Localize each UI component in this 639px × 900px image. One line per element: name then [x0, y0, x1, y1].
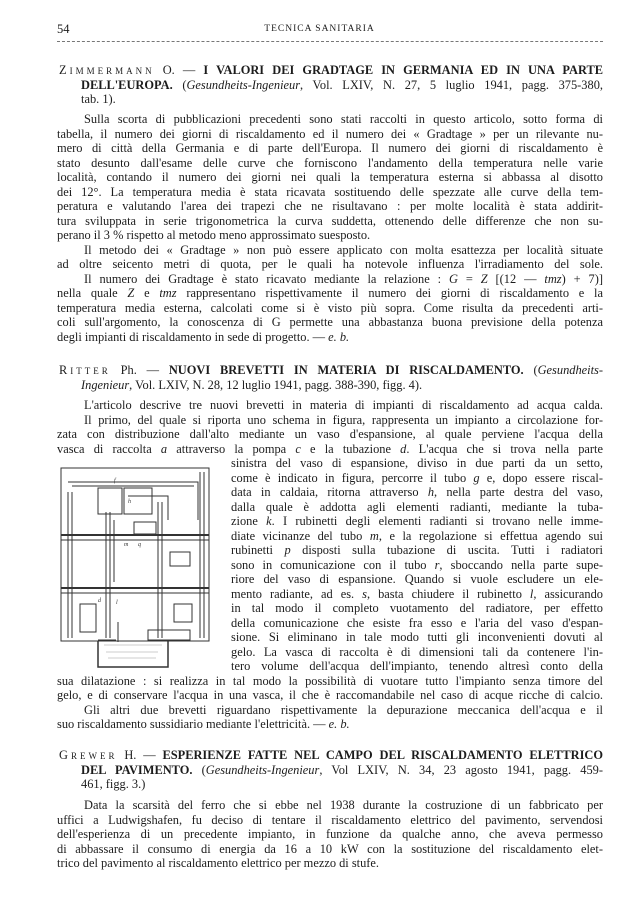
italic-text: Z: [127, 286, 135, 300]
article-heading-line: [81, 92, 116, 106]
italic-text: c: [295, 441, 301, 456]
italic-text: g: [473, 470, 480, 485]
text-segment: [(12 —: [487, 271, 545, 286]
article-heading-line: [81, 763, 603, 777]
text-segment: come è indicato in figura, percorre il tubo: [231, 470, 474, 485]
author-name: Ritter: [59, 363, 111, 377]
body-text-line: perano il 3 % rispetto al metodo meno approssimato suesposto.: [57, 228, 371, 242]
italic-text: Ingenieur: [81, 377, 130, 392]
text-segment: . L'acqua che si trova nella parte: [406, 441, 603, 456]
text-segment: e la tubazione: [300, 441, 401, 456]
text-segment: attraverso la pompa: [167, 441, 296, 456]
text-segment: 461, figg. 3.): [81, 777, 146, 791]
text-segment: mento radiante, ad es.: [231, 586, 363, 601]
svg-text:f: f: [114, 478, 116, 484]
text-segment: , Vol. LXIV, N. 27, 5 luglio 1941, pagg. 375-380,: [300, 77, 603, 92]
text-segment: disposti sulla tubazione di uscita. Tutti i radiatori: [290, 543, 603, 557]
italic-text: p: [284, 543, 291, 557]
text-segment: data in caldaia, ritorna attraverso: [231, 485, 428, 499]
article-heading-line: [81, 78, 603, 92]
body-text-line: [84, 272, 603, 286]
body-text-line: zata con distribuzione dall'alto mediante un vaso d'espansione, al quale perviene l'acqua della: [57, 427, 603, 441]
text-segment: rappresentano rispettivamente il numero dei giorni di riscaldamento e la: [176, 286, 603, 300]
body-text-line: [231, 514, 603, 528]
article-title-text: ESPERIENZE FATTE NEL CAMPO DEL RISCALDAMENTO ELETTRICO: [162, 748, 603, 762]
svg-text:q: q: [138, 542, 141, 548]
body-text-line: sinistra del vaso di espansione, diviso in due parti da un setto,: [231, 456, 603, 470]
body-text-line: ad oltre seicento metri di quota, per le quali ha notevole influenza l'irradiamento del sole.: [57, 257, 603, 271]
body-text-line: sua dilatazione : si realizza in tal modo la possibilità di vuotare tutto l'impianto senza timore del: [57, 673, 603, 688]
text-segment: O. —: [154, 63, 204, 77]
body-text-line: uffici a Ludwigshafen, fu deciso di tentare il riscaldamento elettrico del pavimento, servendosi: [57, 812, 603, 827]
page-number: 54: [57, 22, 70, 36]
body-text-line: Gli altri due brevetti riguardano rispettivamente la depurazione meccanica dell'acqua e il: [84, 702, 603, 717]
body-text-line: tabella, il numero dei giorni di riscaldamento ed il numero dei « Gradtage » per un rilevante nu-: [57, 126, 603, 141]
italic-text: Gesundheits-Ingenieur: [186, 77, 301, 92]
text-segment: (: [192, 762, 206, 777]
text-segment: (: [172, 77, 187, 92]
body-text-line: gelo. La vasca di raccolta è di dimensioni tali da contenere l'in-: [231, 644, 603, 659]
running-header-title: TECNICA SANITARIA: [264, 24, 375, 34]
body-text-line: [57, 330, 349, 344]
article-title-text: DEL PAVIMENTO.: [81, 762, 193, 777]
body-text-line: sione. Si eliminano in tale modo tutti gli inconvenienti dovuti al: [231, 630, 603, 644]
body-text-line: temperatura media esterna, calcolati come si è visto più sopra. Come risulta da precedenti arti-: [57, 300, 603, 315]
italic-text: r: [434, 557, 440, 572]
body-text-line: gelo, e di conservare l'acqua in una vasca, il che è raccomandabile nel caso di acque ricche di calcio.: [57, 688, 603, 702]
article-heading-line: [59, 63, 603, 77]
body-text-line: [57, 717, 350, 731]
text-segment: Ph. —: [110, 363, 169, 377]
text-segment: e, dopo essere riscal-: [479, 470, 603, 485]
body-text-line: mero di città della Germania e di parte dell'Europa. Il numero dei giorni di riscaldamento è: [57, 141, 603, 155]
text-segment: sono in comunicazione con il tubo: [231, 557, 435, 572]
italic-text: e. b.: [328, 329, 350, 344]
text-segment: . I rubinetti degli elementi radianti si trovano nelle imme-: [271, 514, 603, 528]
italic-text: s: [362, 586, 367, 601]
body-text-line: stato desunto dall'esame delle curve che forniscono l'andamento della temperatura nelle varie: [57, 155, 603, 170]
text-segment: (: [523, 363, 538, 377]
body-text-line: [231, 471, 603, 485]
text-segment: diate vicinanze del tubo: [231, 528, 370, 543]
italic-text: m: [369, 528, 379, 543]
article-heading-line: [81, 777, 145, 791]
text-segment: , Vol LXIV, N. 34, 23 agosto 1941, pagg. 459-: [319, 762, 603, 777]
body-text-line: peratura e valutando l'area dei trapezi che ne risultavano : per molte località è stata addirit-: [57, 199, 603, 213]
body-text-line: località, contando il numero dei giorni nei quali la temperatura esterna si abbassa al disotto: [57, 170, 603, 184]
body-text-line: [57, 442, 603, 456]
text-segment: e: [134, 286, 160, 300]
text-segment: ) + 7)]: [561, 271, 603, 286]
article-heading-line: [59, 363, 603, 377]
italic-text: tmz: [544, 271, 562, 286]
text-segment: =: [457, 271, 481, 286]
italic-text: Z: [480, 271, 488, 286]
italic-text: d: [400, 441, 407, 456]
article-title-text: DELL'EUROPA.: [81, 77, 173, 92]
svg-text:h: h: [128, 499, 131, 505]
italic-text: k: [266, 514, 272, 528]
text-segment: suo riscaldamento sussidiario mediante l'elettricità. —: [57, 717, 329, 731]
body-text-line: coli sull'argomento, la conoscenza di G permette una abbastanza buona previsione della potenza: [57, 315, 603, 329]
body-text-line: Sulla scorta di pubblicazioni precedenti sono stati raccolti in questo articolo, sotto forma di: [84, 112, 603, 126]
body-text-line: [231, 529, 603, 543]
body-text-line: [231, 543, 603, 557]
italic-text: a: [160, 441, 168, 456]
body-text-line: della comunicazione che esiste fra esso e l'aria del vaso d'espan-: [231, 615, 603, 630]
author-name: Zimmermann: [59, 63, 155, 77]
text-segment: tab. 1).: [81, 92, 116, 106]
body-text-line: [57, 286, 603, 300]
body-text-line: dell'esperienza di un precedente impianto, in funzione da qualche anno, che aveva permesso: [57, 827, 603, 841]
body-text-line: Data la scarsità del ferro che si ebbe nel 1938 durante la costruzione di un fabbricato per: [84, 798, 603, 812]
body-text-line: tero volume dell'acqua dell'impianto, tenendo altresì conto della: [231, 659, 603, 673]
text-segment: , e la regolazione si effettua agendo sui: [378, 528, 603, 543]
svg-text:l: l: [116, 600, 118, 606]
italic-text: l: [529, 586, 534, 601]
body-text-line: L'articolo descrive tre nuovi brevetti in materia di impianti di riscaldamento ad acqua calda.: [84, 398, 603, 412]
body-text-line: [231, 485, 603, 499]
svg-text:d: d: [98, 598, 101, 604]
text-segment: rubinetti: [231, 543, 285, 557]
text-segment: Il numero dei Gradtage è stato ricavato mediante la relazione :: [84, 271, 449, 286]
text-segment: , basta chiudere il rubinetto: [366, 586, 530, 601]
text-segment: H. —: [117, 748, 163, 762]
article-title-text: NUOVI BREVETTI IN MATERIA DI RISCALDAMENTO.: [168, 363, 524, 377]
italic-text: e. b.: [328, 717, 350, 731]
body-text-line: tura sviluppata in serie trigonometrica la curva suddetta, ottenendo delle differenze che non su-: [57, 213, 603, 228]
italic-text: h: [427, 485, 435, 499]
body-text-line: dalla quale è addotta agli elementi radianti, mediante la tuba-: [231, 499, 603, 514]
body-text-line: Il metodo dei « Gradtage » non può essere applicato con molta esattezza per località situate: [84, 242, 603, 257]
article-heading-line: [81, 378, 422, 392]
text-segment: , assicurando: [533, 586, 603, 601]
body-text-line: dei 12°. La temperatura media è stata ricavata sostituendo delle spezzate alle curve della tem-: [57, 184, 603, 199]
article-heading-line: [59, 748, 603, 762]
italic-text: tmz: [159, 286, 177, 300]
body-text-line: in tal modo il completo vuotamento del radiatore, per effetto: [231, 601, 603, 615]
body-text-line: trico del pavimento al riscaldamento elettrico per mezzo di stufe.: [57, 856, 380, 870]
header-rule: [57, 41, 603, 42]
text-segment: degli impianti di riscaldamento in sede di progetto. —: [57, 329, 329, 344]
svg-text:m: m: [124, 542, 129, 548]
text-segment: , nella parte destra del vaso,: [434, 485, 603, 499]
italic-text: G: [448, 271, 458, 286]
text-segment: nella quale: [57, 286, 128, 300]
italic-text: Gesundheits-Ingenieur: [205, 762, 320, 777]
body-text-line: Il primo, del quale si riporta uno schema in figura, rappresenta un impianto a circolazione for-: [84, 412, 603, 427]
text-segment: zione: [231, 514, 267, 528]
text-segment: , sboccando nella parte supe-: [439, 557, 603, 572]
article-title-text: I VALORI DEI GRADTAGE IN GERMANIA ED IN UNA PARTE: [203, 63, 603, 77]
body-text-line: [231, 558, 603, 572]
author-name: Grewer: [59, 748, 118, 762]
body-text-line: [231, 587, 603, 601]
text-segment: , Vol. LXIV, N. 28, 12 luglio 1941, pagg. 388-390, figg. 4).: [129, 377, 423, 392]
heating-system-diagram-figure: [58, 462, 214, 672]
italic-text: Gesundheits-: [537, 363, 603, 377]
text-segment: vasca di raccolta: [57, 441, 161, 456]
body-text-line: di abbassare il consumo di energia da 16 a 10 kW con la sostituzione del riscaldamento elet-: [57, 841, 603, 856]
body-text-line: riore del vaso di espansione. Quando si vuole escludere un ele-: [231, 572, 603, 586]
